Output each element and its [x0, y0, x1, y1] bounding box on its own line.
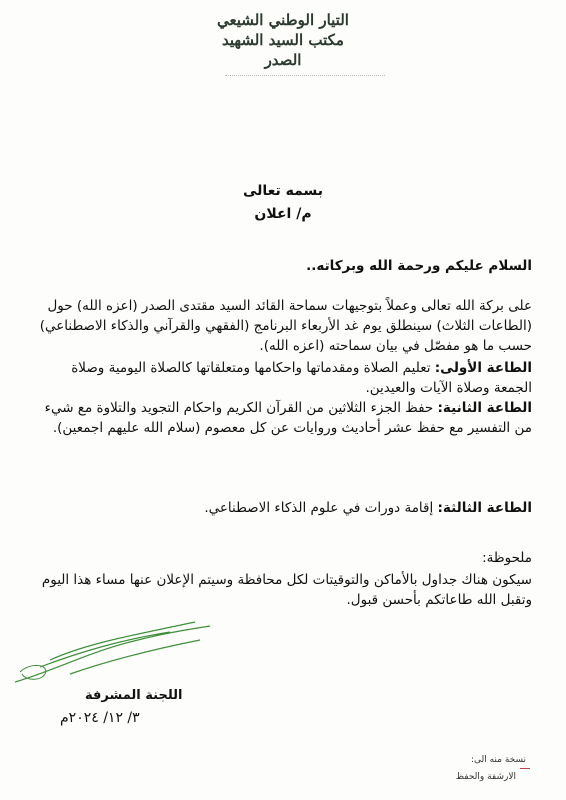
logo-line-1: التيار الوطني الشيعي — [217, 11, 349, 29]
item-2 — [32, 398, 532, 438]
note-label: ملحوظة: — [482, 550, 532, 566]
basmala-heading: بسمه تعالى — [242, 183, 324, 199]
greeting: السلام عليكم ورحمة الله وبركاته.. — [306, 258, 532, 274]
item-1-label: الطاعة الأولى: — [434, 360, 532, 376]
logo-line-2: مكتب السيد الشهيد الصدر — [222, 31, 344, 69]
item-2-text: حفظ الجزء الثلاثين من القرآن الكريم واحكام التجويد والتلاوة مع شيء من التفسير مع حفظ عشر أحاديث وروايات عن كل معصوم (سلام الله عليهم اجمعين). — [44, 400, 532, 436]
item-3-label: الطاعة الثالثة: — [437, 500, 532, 516]
date: ٣/ ١٢/ ٢٠٢٤م — [60, 710, 140, 726]
intro-paragraph: على بركة الله تعالى وعملاً بتوجيهات سماحة القائد السيد مقتدى الصدر (اعزه الله) حول (الطاعات الثلاث) سينطلق يوم غد الأربعاء البرنامج (الفقهي والقرآني والذكاء الاصطناعي) حسب ما هو مفصّل في بيان سماحته (اعزه الله). — [39, 298, 532, 354]
letterhead-logo — [208, 10, 358, 90]
item-3 — [32, 498, 532, 518]
copy-to-label: نسخة منه الى: — [470, 755, 526, 765]
item-1-text: تعليم الصلاة ومقدماتها واحكامها ومتعلقاتها كالصلاة اليومية وصلاة الجمعة وصلاة الآيات والعيدين. — [71, 360, 532, 396]
header-divider — [225, 75, 385, 77]
subject-heading: م/ اعلان — [254, 206, 312, 222]
item-3-text: إقامة دورات في علوم الذكاء الاصطناعي. — [204, 500, 438, 516]
note-text: سيكون هناك جداول بالأماكن والتوقيتات لكل محافظة وسيتم الإعلان عنها مساء هذا اليوم وتقبل الله طاعاتكم بأحسن قبول. — [41, 572, 532, 608]
item-2-label: الطاعة الثانية: — [437, 400, 532, 416]
copy-bullet — [520, 768, 530, 769]
item-1 — [32, 358, 532, 398]
copy-to-item: الارشفة والحفظ — [455, 772, 516, 782]
signatory: اللجنة المشرفة — [85, 688, 183, 703]
signature-image — [10, 612, 220, 692]
